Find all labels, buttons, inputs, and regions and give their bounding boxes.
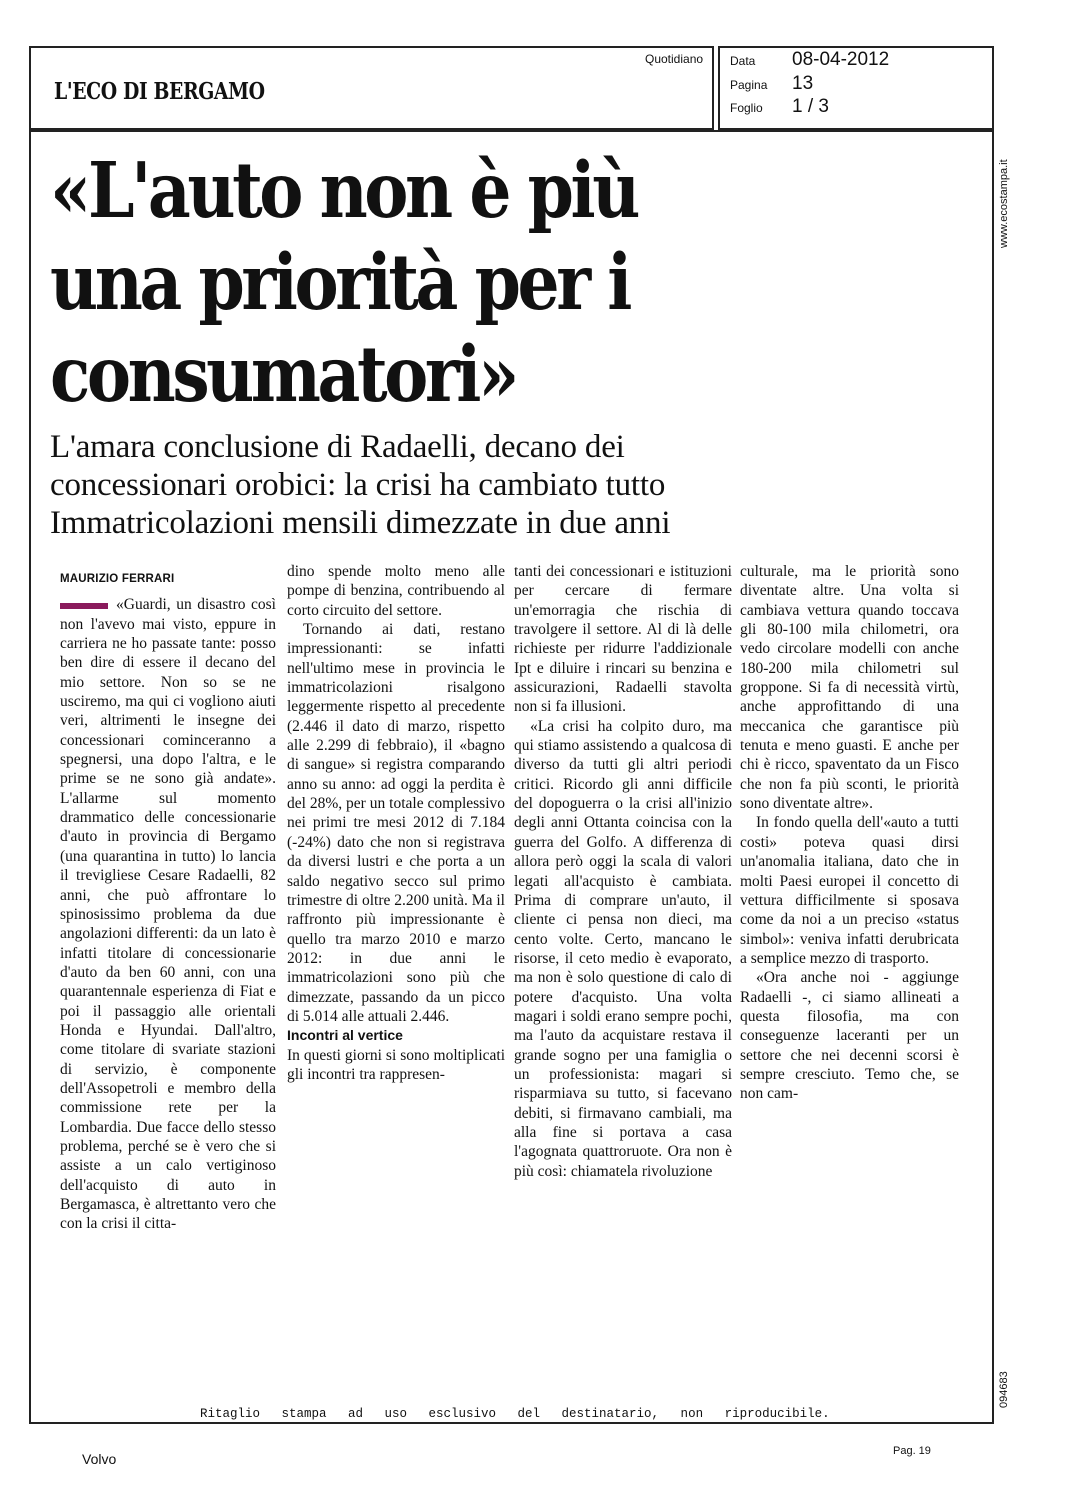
byline: MAURIZIO FERRARI <box>60 573 175 585</box>
column-2-para-1: dino spende molto meno alle pompe di benzina, contribuendo al corto circuito del settore. <box>287 563 505 619</box>
code-vertical: 094683 <box>998 1371 1010 1408</box>
column-4 <box>740 562 959 1104</box>
date-label: Data <box>730 54 756 68</box>
headline: «L'auto non è più una priorità per i consumatori» <box>50 146 637 420</box>
publication-type: Quotidiano <box>645 52 704 66</box>
column-4-para-1: culturale, ma le priorità sono diventate altre. Una volta si cambiava vettura quando toccava gli 80-100 mila chilometri, ora vedo circolare modelli con anche 180-200 mila chilometri sul groppone. Si fa di necessità virtù, anche approfittando di una meccanica che garantisce più tenuta e meno guasti. E anche per chi è ricco, spaventato da un Fisco che non fa più sconti, le priorità sono diventate altre». <box>740 563 959 813</box>
column-3 <box>514 562 732 1181</box>
column-1-text <box>60 595 276 1233</box>
section-marker <box>60 603 108 609</box>
date-value: 08-04-2012 <box>792 49 890 70</box>
page-value: 13 <box>792 73 814 94</box>
copyright-notice: Ritaglio stampa ad uso esclusivo del destinatario, non riproducibile. <box>200 1407 830 1421</box>
website-vertical: www.ecostampa.it <box>998 159 1010 248</box>
sheet-value: 1 / 3 <box>792 96 829 117</box>
section-subtitle: Incontri al vertice <box>287 1027 403 1044</box>
masthead: L'ECO DI BERGAMO <box>54 78 265 105</box>
column-4-para-2: In fondo quella dell'«auto a tutti costi» poteva quasi dirsi un'anomalia italiana, dato che in molti Paesi europei il concetto di vettura difficilmente si sposava come da noi a un preciso «status simbol»: veniva infatti derubricata a semplice mezzo di trasporto. <box>740 814 959 967</box>
column-1-body: «Guardi, un disastro così non l'avevo mai visto, eppure in carriera ne ho passate tante: posso ben dire di essere il decano del mio settore. Non so se ne usciremo, ma qui ci vogliono aiuti veri, altrimenti le insegne dei concessionari cominceranno a spegnersi, una dopo l'altra, e le prime se ne sono già andate». L'allarme sul momento drammatico delle concessionarie d'auto in provincia di Bergamo (una quarantina in tutto) lo lancia il trevigliese Cesare Radaelli, 82 anni, che può affrontare lo spinosissimo problema da due angolazioni differenti: da un lato è infatti titolare di concessionarie d'auto da ben 60 anni, con una quarantennale esperienza di Fiat e poi il passaggio alle orientali Honda e Hyundai. Dall'altro, come titolare di svariate stazioni di servizio, è componente dell'Assopetroli e membro della commissione rete per la Lombardia. Due facce dello stesso problema, perché se è vero che si assiste a un calo vertiginoso dell'acquisto di auto in Bergamasca, è altrettanto vero che con la crisi il citta- <box>60 596 276 1233</box>
client-name: Volvo <box>82 1451 117 1467</box>
page-label: Pagina <box>730 78 768 92</box>
column-3-para-2: «La crisi ha colpito duro, ma qui stiamo assistendo a qualcosa di diverso da tutti gli altri periodi critici. Ricordo gli anni difficile del dopoguerra o la crisi all'inizio degli anni Ottanta coincisa con la guerra del Golfo. A differenza di allora però oggi la scala di valori legati all'acquisto è cambiata. Prima di comprare un'auto, il cliente ci pensa non dieci, ma cento volte. Certo, mancano le risorse, il ceto medio è evaporato, ma non è solo questione di calo di potere d'acquisto. Una volta magari i soldi erano sempre pochi, ma l'auto da acquistare restava il grande sogno per una famiglia o un professionista: magari si risparmiava su tutto, si facevano debiti, si firmavano cambiali, ma alla fine si portava a casa l'agognata quattroruote. Ora non è più così: chiamatela rivoluzione <box>514 717 732 1180</box>
column-2-para-2: Tornando ai dati, restano impressionanti: se infatti nell'ultimo mese in provincia le immatricolazioni risalgono leggermente rispetto al precedente (2.446 il dato di marzo, rispetto alle 2.299 di febbraio), il «bagno di sangue» si registra comparando anno su anno: ad oggi la perdita è del 28%, per un totale complessivo nei primi tre mesi 2012 di 7.184 (-24%) dato che non si registrava da diversi lustri e che porta a un saldo negativo secco sul primo trimestre di oltre 2.200 unità. Ma il raffronto più impressionante è quello tra marzo 2010 e marzo 2012: in due anni le immatricolazioni sono più che dimezzate, passando da un picco di 5.014 alle attuali 2.446. <box>287 621 505 1025</box>
subhead: L'amara conclusione di Radaelli, decano dei concessionari orobici: la crisi ha cambiato tutto Immatricolazioni mensili dimezzate in due anni <box>50 429 671 541</box>
column-1 <box>60 570 276 1234</box>
column-2 <box>287 562 505 1084</box>
page-number: Pag. 19 <box>893 1445 931 1457</box>
sheet-label: Foglio <box>730 101 763 115</box>
column-3-para-1: tanti dei concessionari e istituzioni per cercare di fermare un'emorragia che rischia di travolgere il settore. Al di là delle richieste per ridurre l'addizionale Ipt e diluire i rincari su benzina e assicurazioni, Radaelli stavolta non si fa illusioni. <box>514 563 732 716</box>
column-2-para-3: In questi giorni si sono moltiplicati gli incontri tra rappresen- <box>287 1046 505 1083</box>
column-4-para-3: «Ora anche noi - aggiunge Radaelli -, ci siamo allineati a questa filosofia, ma con conseguenze laceranti per un settore che nei decenni scorsi è sempre cresciuto. Temo che, se non cam- <box>740 969 959 1103</box>
